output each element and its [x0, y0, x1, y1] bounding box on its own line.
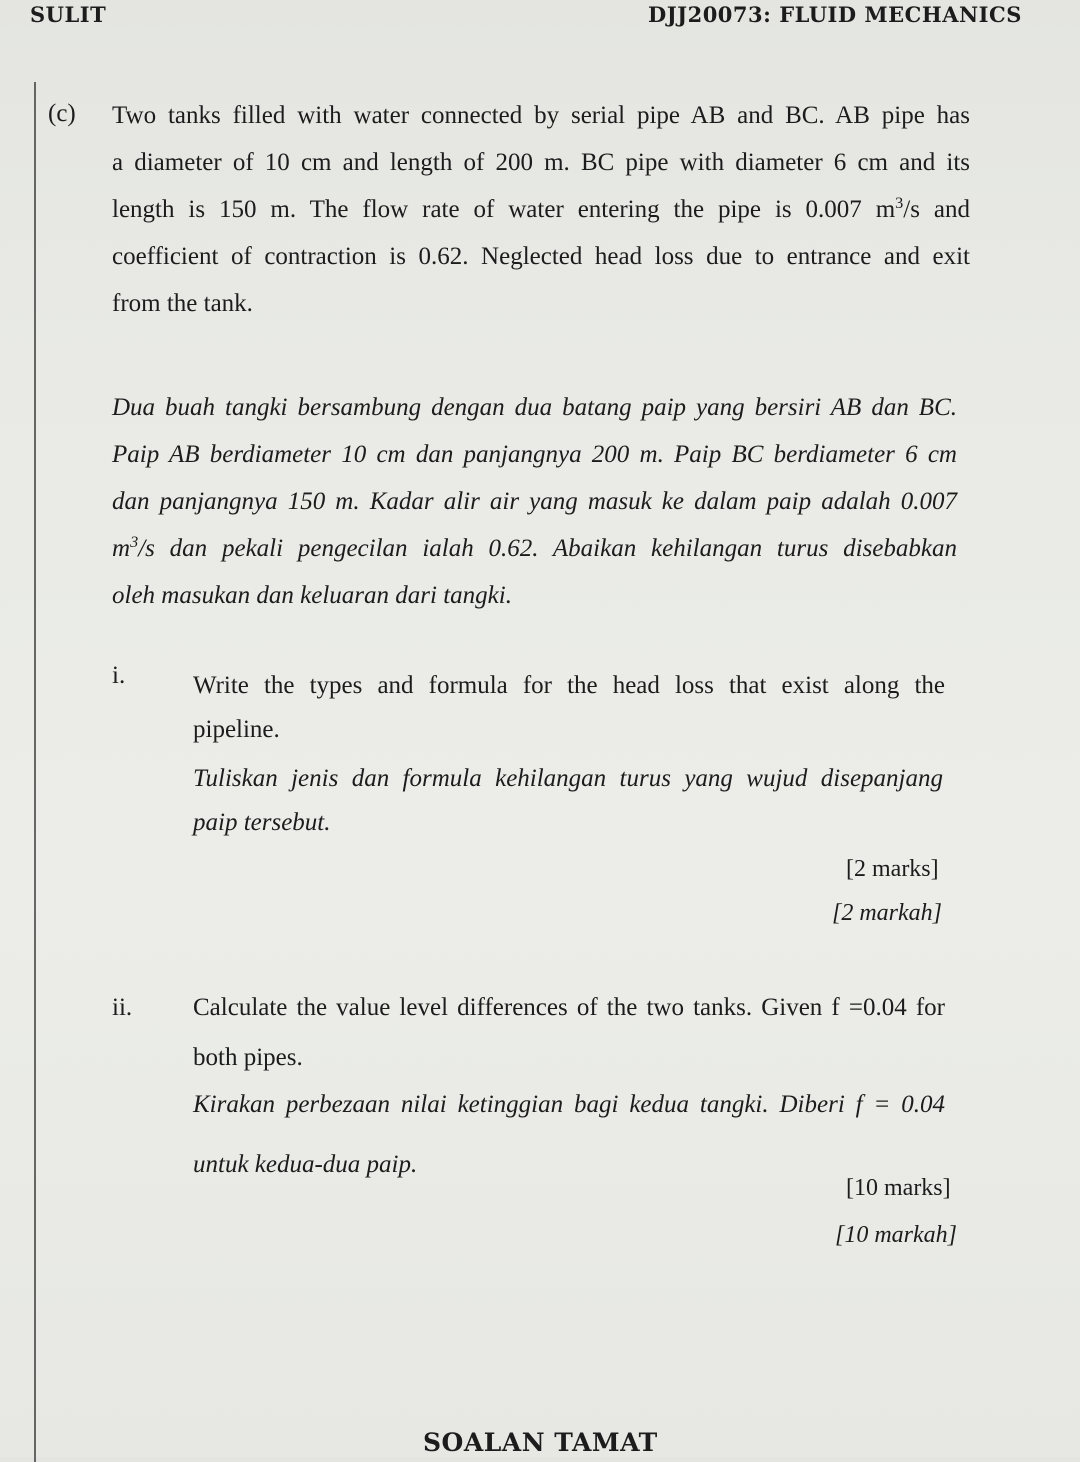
part-ii-marks: [10 marks] — [846, 1175, 951, 1201]
question-english-line: length is 150 m. The flow rate of water entering the pipe is 0.007 $m^3/s$ and — [112, 194, 970, 223]
part-ii-malay-line: untuk kedua-dua paip. — [193, 1151, 418, 1178]
part-i-english-line: Write the types and formula for the head loss that exist along the — [193, 672, 945, 699]
question-malay-line: dan panjangnya 150 m. Kadar alir air yang masuk ke dalam paip adalah 0.007 — [112, 488, 957, 515]
question-malay-line: Dua buah tangki bersambung dengan dua batang paip yang bersiri AB dan BC. — [112, 394, 957, 421]
part-i-label: i. — [112, 662, 126, 689]
part-i-markah: [2 markah] — [832, 900, 943, 926]
header-course-code: DJJ20073: FLUID MECHANICS — [648, 2, 1022, 27]
part-ii-label: ii. — [112, 994, 133, 1021]
question-english-line: from the tank. — [112, 290, 253, 317]
question-malay-line: $m^3/s$ dan pekali pengecilan ialah 0.62. Abaikan kehilangan turus disebabkan — [112, 533, 957, 562]
page-margin-line — [34, 82, 36, 1462]
question-label: (c) — [48, 100, 76, 127]
part-i-malay-line: paip tersebut. — [193, 809, 331, 836]
end-of-questions: SOALAN TAMAT — [423, 1428, 658, 1457]
question-malay-line: Paip AB berdiameter 10 cm dan panjangnya 200 m. Paip BC berdiameter 6 cm — [112, 441, 957, 468]
question-malay-text — [112, 384, 957, 619]
question-malay-line: oleh masukan dan keluaran dari tangki. — [112, 582, 512, 609]
part-ii-malay-line: Kirakan perbezaan nilai ketinggian bagi kedua tangki. Diberi f = 0.04 — [193, 1091, 945, 1118]
part-i-malay-line: Tuliskan jenis dan formula kehilangan turus yang wujud disepanjang — [193, 765, 943, 792]
part-ii-english — [193, 983, 945, 1083]
part-ii-english-line: Calculate the value level differences of the two tanks. Given f =0.04 for — [193, 994, 945, 1021]
question-english-line: Two tanks filled with water connected by serial pipe AB and BC. AB pipe has — [112, 102, 970, 129]
question-english-line: coefficient of contraction is 0.62. Neglected head loss due to entrance and exit — [112, 243, 970, 270]
part-i-english — [193, 664, 945, 752]
question-english-line: a diameter of 10 cm and length of 200 m. BC pipe with diameter 6 cm and its — [112, 149, 970, 176]
question-english-text — [112, 92, 970, 327]
part-ii-malay — [193, 1075, 945, 1195]
part-ii-markah: [10 markah] — [835, 1222, 958, 1248]
part-i-malay — [193, 757, 943, 845]
part-i-marks: [2 marks] — [846, 856, 939, 882]
part-i-english-line: pipeline. — [193, 716, 280, 743]
header-classification: SULIT — [30, 2, 107, 27]
part-ii-english-line: both pipes. — [193, 1044, 303, 1071]
